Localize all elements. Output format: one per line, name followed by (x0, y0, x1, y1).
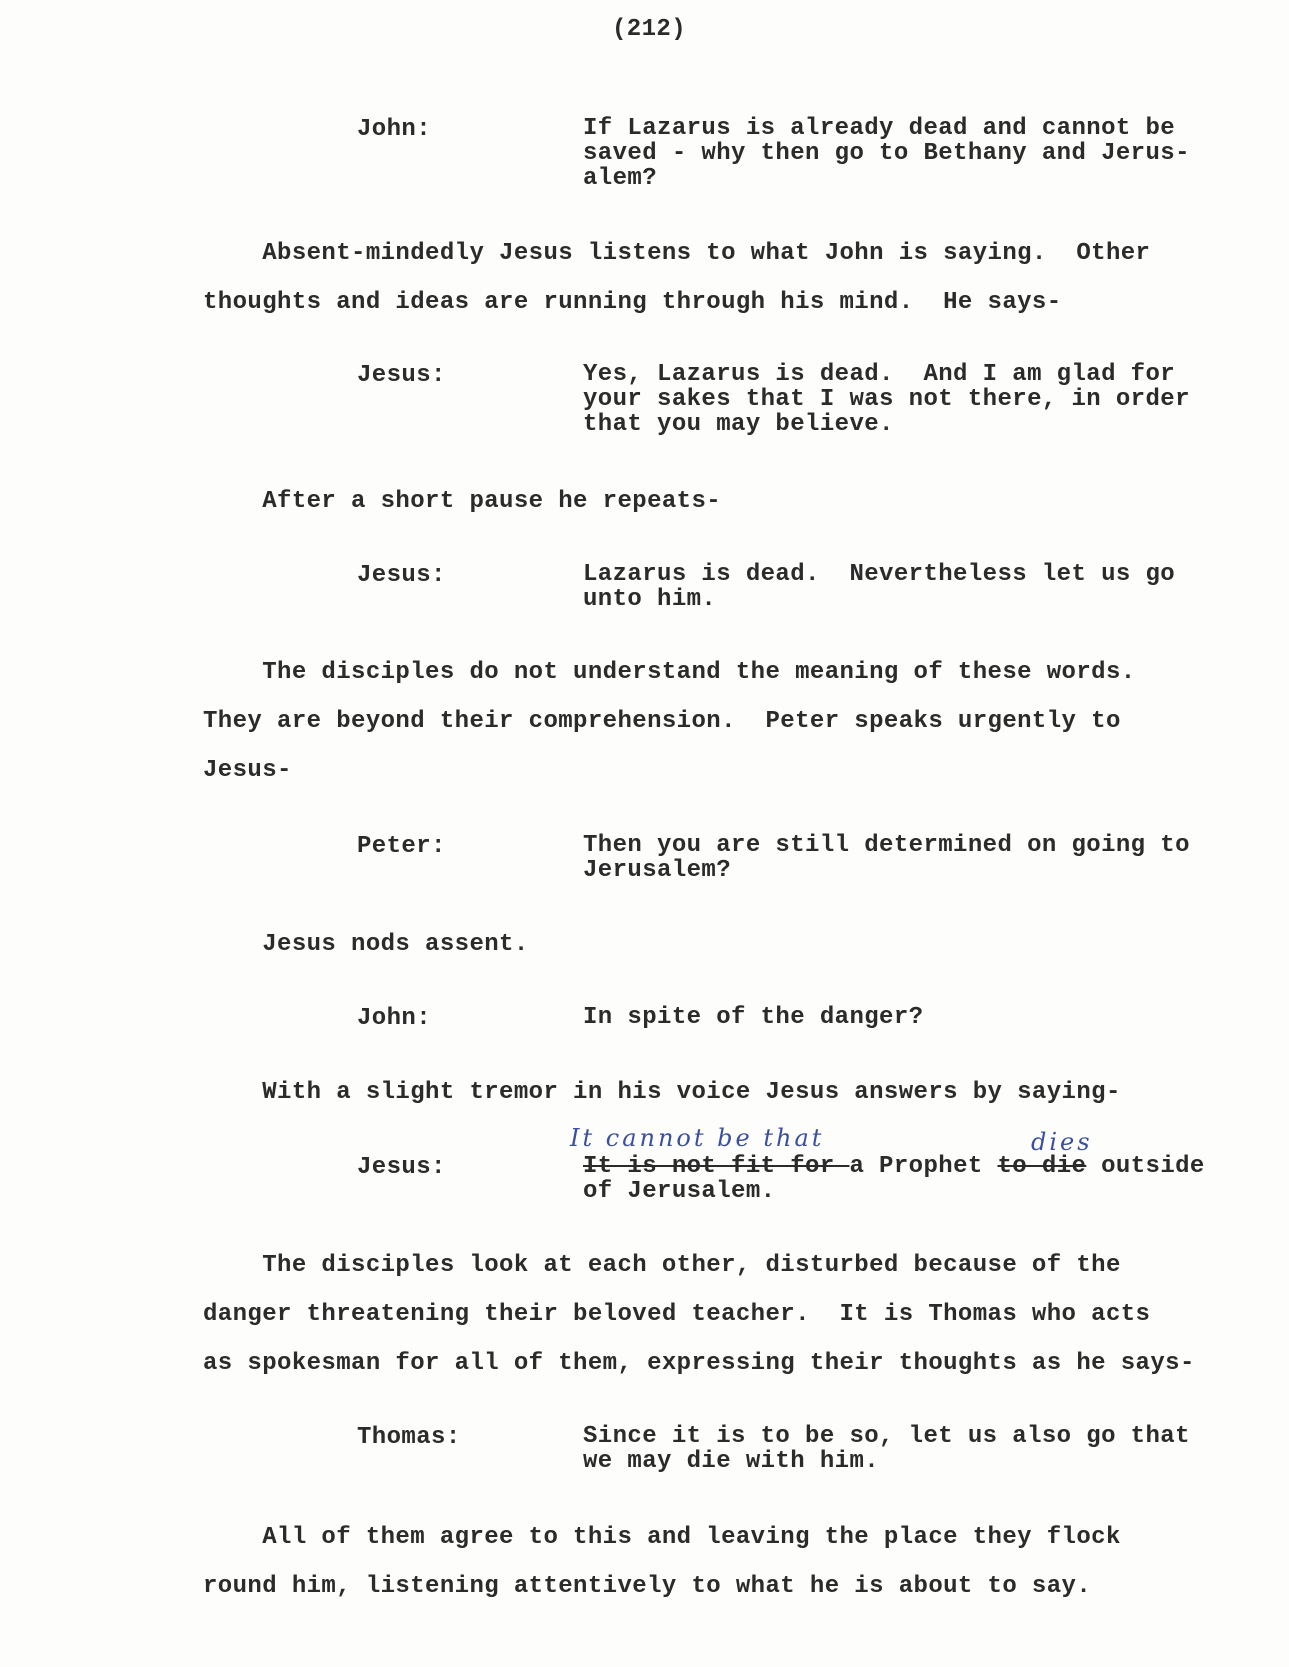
narration-line: round him, listening attentively to what he is about to say. (203, 1573, 1092, 1600)
handwritten-insertion: It cannot be that (570, 1124, 825, 1152)
edited-dialogue-line (583, 1154, 1205, 1179)
dialogue-line: saved - why then go to Bethany and Jerus- (583, 140, 1190, 167)
narration-line: After a short pause he repeats- (203, 488, 722, 515)
speaker-jesus: Jesus: (357, 362, 446, 389)
narration-line: as spokesman for all of them, expressing their thoughts as he says- (203, 1350, 1195, 1377)
dialogue-line: unto him. (583, 586, 717, 613)
narration-line: The disciples do not understand the meaning of these words. (203, 659, 1136, 686)
speaker-peter: Peter: (357, 833, 446, 860)
dialogue-line: Since it is to be so, let us also go that (583, 1423, 1190, 1450)
dialogue-line: Yes, Lazarus is dead. And I am glad for (583, 361, 1176, 388)
narration-line: With a slight tremor in his voice Jesus answers by saying- (203, 1079, 1121, 1106)
struck-text: to die (997, 1153, 1087, 1180)
dialogue-line: alem? (583, 165, 658, 192)
dialogue-line: your sakes that I was not there, in order (583, 386, 1190, 413)
speaker-thomas: Thomas: (357, 1424, 461, 1451)
handwritten-insertion: dies (1031, 1128, 1093, 1156)
kept-text: a Prophet (849, 1153, 998, 1180)
narration-line: Jesus nods assent. (203, 931, 529, 958)
narration-line: They are beyond their comprehension. Peter speaks urgently to (203, 708, 1121, 735)
dialogue-line: If Lazarus is already dead and cannot be (583, 115, 1176, 142)
narration-line: All of them agree to this and leaving the place they flock (203, 1524, 1121, 1551)
speaker-john: John: (357, 1005, 432, 1032)
dialogue-line: that you may believe. (583, 411, 894, 438)
page-number: (212) (612, 16, 687, 43)
dialogue-line: of Jerusalem. (583, 1178, 776, 1205)
narration-line: Absent-mindedly Jesus listens to what John is saying. Other (203, 240, 1151, 267)
speaker-john: John: (357, 116, 432, 143)
narration-line: The disciples look at each other, disturbed because of the (203, 1252, 1121, 1279)
narration-line: Jesus- (203, 757, 292, 784)
speaker-jesus: Jesus: (357, 562, 446, 589)
narration-line: danger threatening their beloved teacher. It is Thomas who acts (203, 1301, 1151, 1328)
dialogue-line: Jerusalem? (583, 857, 732, 884)
dialogue-line: Then you are still determined on going to (583, 832, 1190, 859)
struck-text: It is not fit for (583, 1153, 850, 1180)
narration-line: thoughts and ideas are running through his mind. He says- (203, 289, 1062, 316)
speaker-jesus: Jesus: (357, 1154, 446, 1181)
kept-text: outside (1086, 1153, 1205, 1180)
dialogue-line: we may die with him. (583, 1448, 880, 1475)
dialogue-line: In spite of the danger? (583, 1004, 924, 1031)
dialogue-line: Lazarus is dead. Nevertheless let us go (583, 561, 1176, 588)
